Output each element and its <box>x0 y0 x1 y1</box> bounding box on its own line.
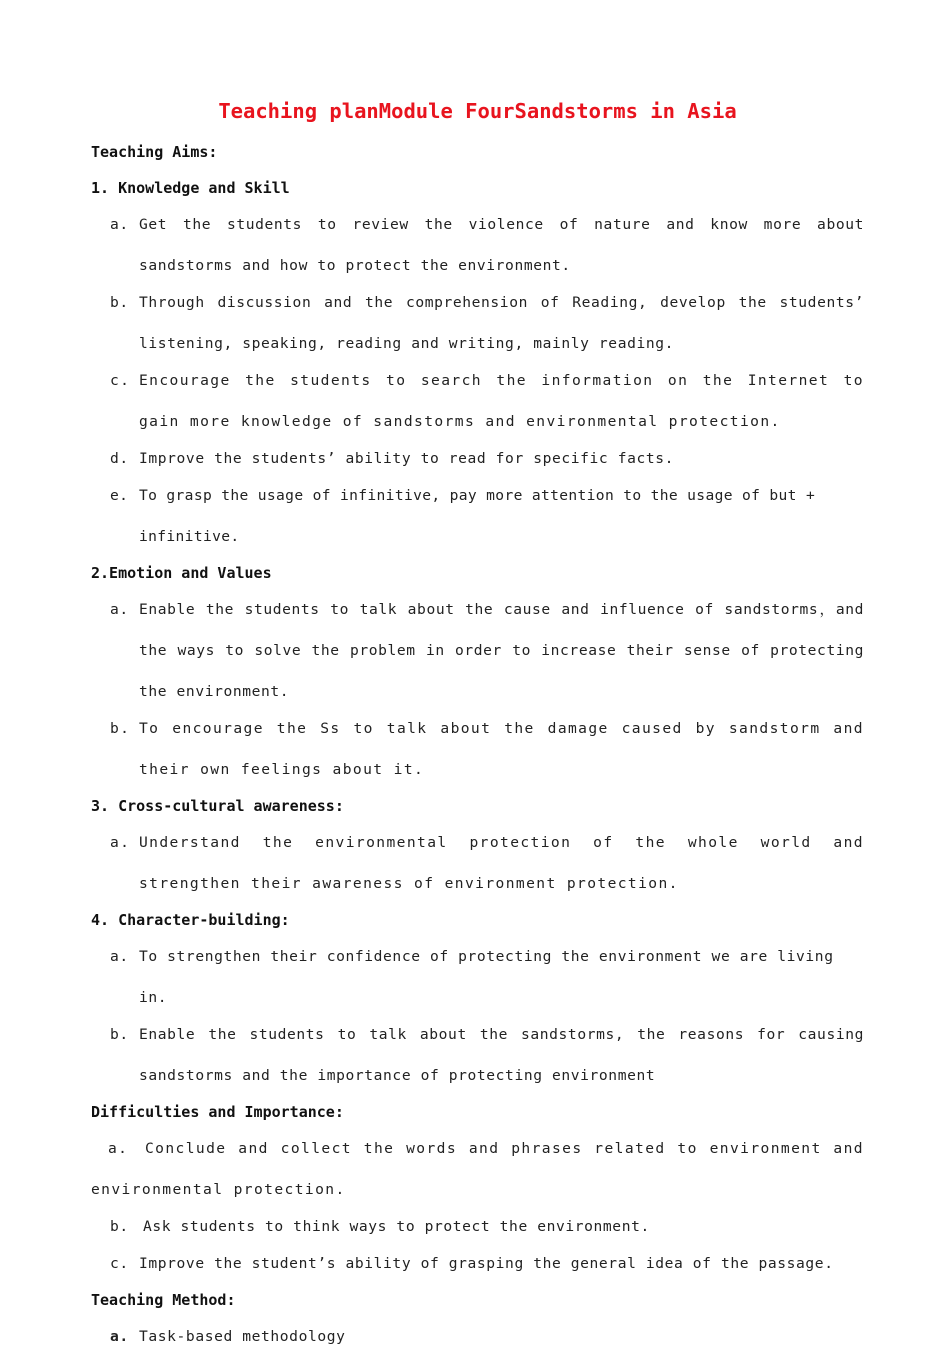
item-text: Improve the students’ ability to read for specific facts. <box>139 450 675 467</box>
item-text: Improve the student’s ability of grasping the general idea of the passage. <box>139 1255 834 1272</box>
item-label: b. <box>110 720 131 737</box>
list-item <box>91 708 864 790</box>
item-label: c. <box>110 372 131 389</box>
teaching-aims-heading: Teaching Aims: <box>91 143 218 161</box>
item-label: d. <box>110 450 129 467</box>
item-label: b. <box>110 1218 129 1235</box>
item-label: e. <box>110 487 129 504</box>
item-label: a. <box>110 948 129 965</box>
list-item <box>91 438 864 479</box>
difficulties-heading: Difficulties and Importance: <box>91 1103 344 1121</box>
character-building-heading: 4. Character-building: <box>91 911 290 929</box>
item-label: a. <box>110 601 129 618</box>
list-item <box>91 282 864 364</box>
item-text: Enable the students to talk about the cause and influence of sandstorms，and the ways to solve the problem in order to increase their sense of protecting the environment. <box>139 601 864 700</box>
item-text: Ask students to think ways to protect the environment. <box>143 1218 650 1235</box>
item-text: Understand the environmental protection of the whole world and strengthen their awareness of environment protection. <box>139 834 864 892</box>
item-label: b. <box>110 294 129 311</box>
item-label: c. <box>110 1255 129 1272</box>
list-item <box>91 822 864 904</box>
list-item <box>91 589 864 712</box>
list-item <box>91 1128 864 1210</box>
item-text: To encourage the Ss to talk about the damage caused by sandstorm and their own feelings about it. <box>139 720 864 778</box>
item-label: a. <box>108 1140 129 1157</box>
item-label: a. <box>110 1328 129 1345</box>
item-text: Conclude and collect the words and phrases related to environment and environmental protection. <box>91 1140 864 1198</box>
item-text: To grasp the usage of infinitive, pay more attention to the usage of but + infinitive. <box>139 487 816 545</box>
list-item <box>91 360 864 442</box>
list-item <box>91 1316 864 1357</box>
list-item <box>91 936 864 1018</box>
item-label: b. <box>110 1026 129 1043</box>
item-text: Get the students to review the violence of nature and know more about sandstorms and how to protect the environment. <box>139 216 864 274</box>
cross-cultural-heading: 3. Cross-cultural awareness: <box>91 797 344 815</box>
emotion-values-heading: 2.Emotion and Values <box>91 564 272 582</box>
document-title: Teaching planModule FourSandstorms in Asia <box>218 99 737 123</box>
item-label: a. <box>110 834 131 851</box>
list-item <box>91 1206 864 1247</box>
teaching-method-heading: Teaching Method: <box>91 1291 236 1309</box>
list-item <box>91 204 864 286</box>
list-item <box>91 475 864 557</box>
item-label: a. <box>110 216 129 233</box>
item-text: Enable the students to talk about the sandstorms, the reasons for causing sandstorms and the importance of protecting environment <box>139 1026 864 1084</box>
item-text: Encourage the students to search the information on the Internet to gain more knowledge of sandstorms and environmental protection. <box>139 372 864 430</box>
item-text: To strengthen their confidence of protecting the environment we are living in. <box>139 948 834 1006</box>
knowledge-skill-heading: 1. Knowledge and Skill <box>91 179 290 197</box>
list-item <box>91 1014 864 1096</box>
item-text: Task-based methodology <box>139 1328 346 1345</box>
list-item <box>91 1243 864 1284</box>
item-text: Through discussion and the comprehension of Reading, develop the students’ listening, speaking, reading and writing, mainly reading. <box>139 294 864 352</box>
